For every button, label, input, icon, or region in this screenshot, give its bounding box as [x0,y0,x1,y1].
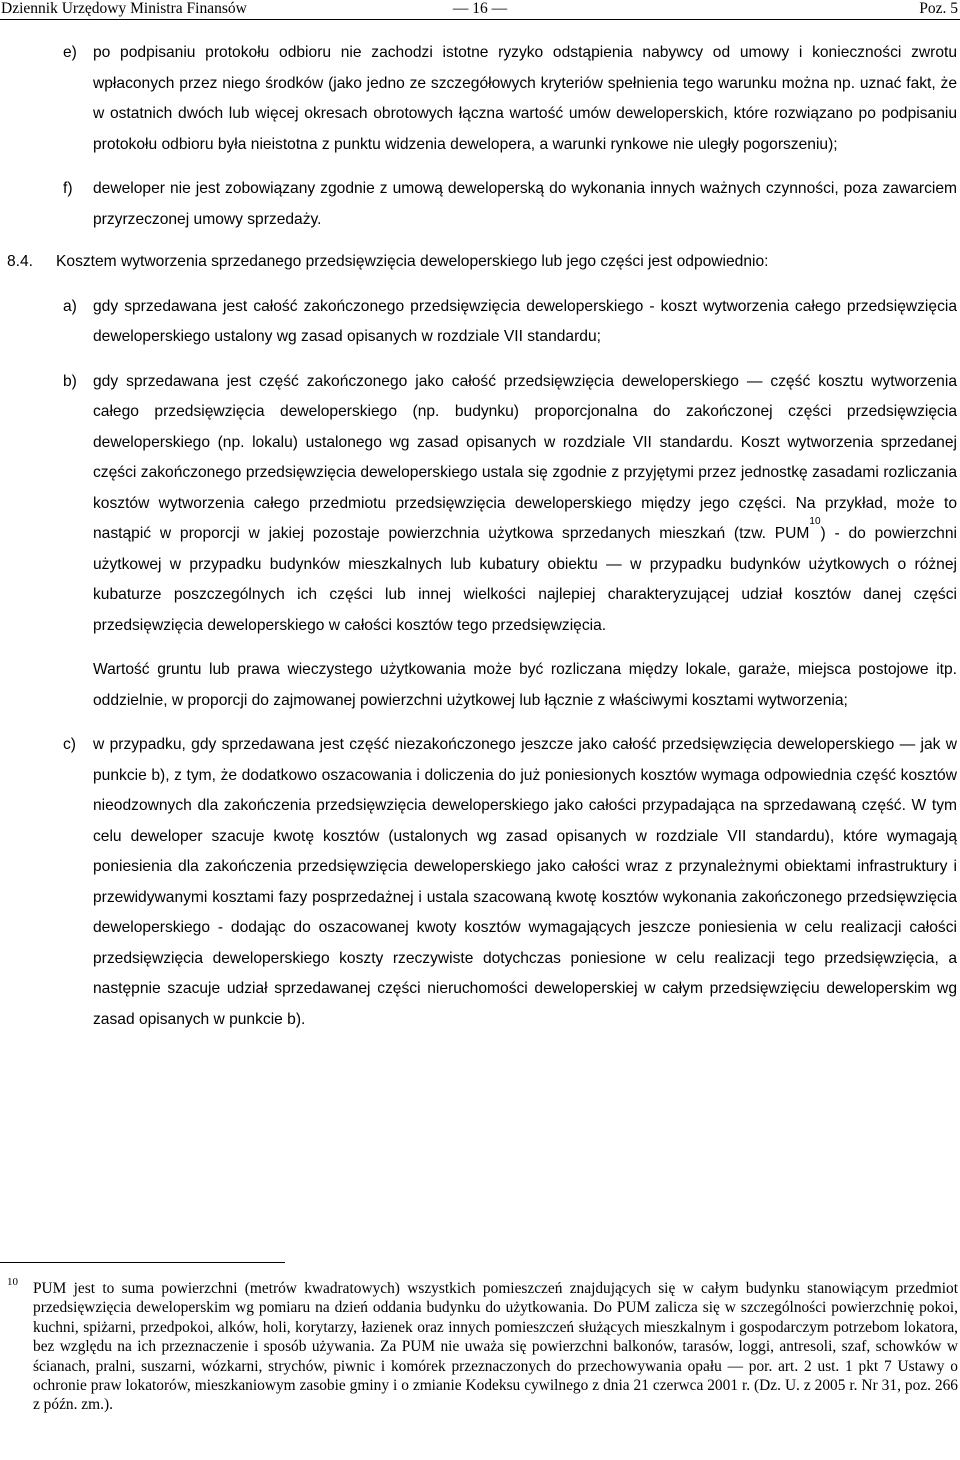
spacer [0,278,960,292]
item-marker-a: a) [63,297,77,315]
list-item-f [0,174,960,235]
section-number: 8.4. [7,253,34,270]
list-item-a [0,292,960,353]
item-text-b-part2: ) - do powierzchni użytkowej w przypadku budynków mieszkalnych lub kubatury obiektu — w przypadku budynków użytkowych o różnej kubaturze poszczególnych ich części lub innej wielkości najlepiej charakteryzującej udział kosztów danej części przedsięwzięcia deweloperskiego w całości kosztów tego przedsięwzięcia. [93,525,957,634]
item-text-f: deweloper nie jest zobowiązany zgodnie z umową deweloperską do wykonania innych ważnych czynności, poza zawarciem przyrzeczonej umowy sprzedaży. [93,180,957,228]
item-marker-b: b) [63,372,77,390]
item-marker-c: c) [63,736,76,753]
footnote-separator [0,1262,285,1263]
spacer [0,160,960,174]
item-text-c: w przypadku, gdy sprzedawana jest część niezakończonego jeszcze jako całość przedsięwzięcia deweloperskiego — jak w punkcie b), z tym, że dodatkowo oszacowania i doliczenia do już poniesionych kosztów wymaga odpowiednia część kosztów nieodzownych dla zakończenia przedsięwzięcia deweloperskiego jako całości przypadająca na sprzedawaną część. W tym celu deweloper szacuje kwotę kosztów (ustalonych wg zasad opisanych w rozdziale VII standardu), które wymagają poniesienia dla zakończenia przedsięwzięcia deweloperskiego jako całości wraz z przynależnymi obiektami infrastruktury i przewidywanymi kosztami fazy posprzedażnej i ustala szacowaną kwotę kosztów wykonania zakończonego przedsięwzięcia deweloperskiego - dodając do oszacowanej kwoty kosztów wymagających jeszcze poniesienia w celu realizacji całości przedsięwzięcia deweloperskiego koszty rzeczywiste dotychczas poniesione w celu realizacji tego przedsięwzięcia, a następnie szacuje udział sprzedawanej części nieruchomości deweloperskiej w całym przedsięwzięciu deweloperskim wg zasad opisanych w punkcie b). [93,736,957,1028]
item-text-e: po podpisaniu protokołu odbioru nie zachodzi istotne ryzyko odstąpienia nabywcy od umowy i konieczności zwrotu wpłaconych przez niego środków (jako jedno ze szczegółowych kryteriów spełnienia tego warunku można np. uznać fakt, że w ostatnich dwóch lub więcej okresach obrotowych łączna wartość umów deweloperskich, które rozwiązano po podpisaniu protokołu odbioru była nieistotna z punktu widzenia dewelopera, a warunki rynkowe nie uległy pogorszeniu); [93,44,957,153]
header-rule [0,19,960,20]
item-marker-e: e) [63,44,77,61]
spacer [0,353,960,367]
page-number: — 16 — [452,0,508,17]
section-8-4 [0,247,960,278]
document-body [0,38,960,1035]
journal-title: Dziennik Urzędowy Ministra Finansów [1,0,247,17]
footnote-reference[interactable]: 10 [809,516,821,527]
item-text-a: gdy sprzedawana jest całość zakończonego przedsięwzięcia deweloperskiego - koszt wytworzenia całego przedsięwzięcia deweloperskiego ustalony wg zasad opisanych w rozdziale VII standardu; [93,297,957,345]
position-number: Poz. 5 [919,0,958,17]
spacer [0,641,960,655]
footnote-number: 10 [7,1276,18,1288]
item-text-b-part1: gdy sprzedawana jest część zakończonego jako całość przedsięwzięcia deweloperskiego — część kosztu wytworzenia całego przedsięwzięcia deweloperskiego (np. budynku) proporcjonalna do zakończonej części przedsięwzięcia deweloperskiego (np. lokalu) ustalonego wg zasad opisanych w rozdziale VII standardu. Koszt wytworzenia sprzedanej części zakończonego przedsięwzięcia deweloperskiego ustala się zgodnie z przyjętymi przez jednostkę zasadami rozliczania kosztów wytworzenia całego przedmiotu przedsięwzięcia deweloperskiego między jego części. Na przykład, może to nastąpić w proporcji w jakiej pozostaje powierzchnia użytkowa sprzedanych mieszkań (tzw. PUM [93,372,957,542]
footnote-text: PUM jest to suma powierzchni (metrów kwadratowych) wszystkich pomieszczeń znajdujących się w całym budynku stanowiącym przedmiot przedsięwzięcia deweloperskim wg pomiaru na dzień oddania budynku do użytkowania. Do PUM zalicza się w szczególności powierzchnię pokoi, kuchni, spiżarni, przedpokoi, alków, holi, korytarzy, łazienek oraz innych pomieszczeń służących mieszkalnym i gospodarczym potrzebom lokatora, bez względu na ich przeznaczenie i sposób używania. Za PUM nie uważa się powierzchni balkonów, tarasów, loggi, antresoli, szaf, schowków w ścianach, pralni, suszarni, wózkarni, strychów, piwnic i komórek przeznaczonych do przechowywania opału — por. art. 2 ust. 1 pkt 7 Ustawy o ochronie praw lokatorów, mieszkaniowym zasobie gminy i o zmianie Kodeksu cywilnego z dnia 21 czerwca 2001 r. (Dz. U. z 2005 r. Nr 31, poz. 266 z późn. zm.). [33,1280,958,1414]
item-b-paragraph-2: Wartość gruntu lub prawa wieczystego użytkowania może być rozliczana między lokale, garaże, miejsca postojowe itp. oddzielnie, w proporcji do zajmowanej powierzchni użytkowej lub łącznie z właściwymi kosztami wytworzenia; [93,661,957,709]
spacer [0,716,960,730]
list-item-c [0,730,960,1035]
section-text: Kosztem wytworzenia sprzedanego przedsięwzięcia deweloperskiego lub jego części jest odpowiednio: [56,253,769,270]
spacer [0,235,960,247]
list-item-e [0,38,960,160]
list-item-b [0,367,960,642]
footnote [0,1276,960,1415]
item-marker-f: f) [63,180,73,197]
